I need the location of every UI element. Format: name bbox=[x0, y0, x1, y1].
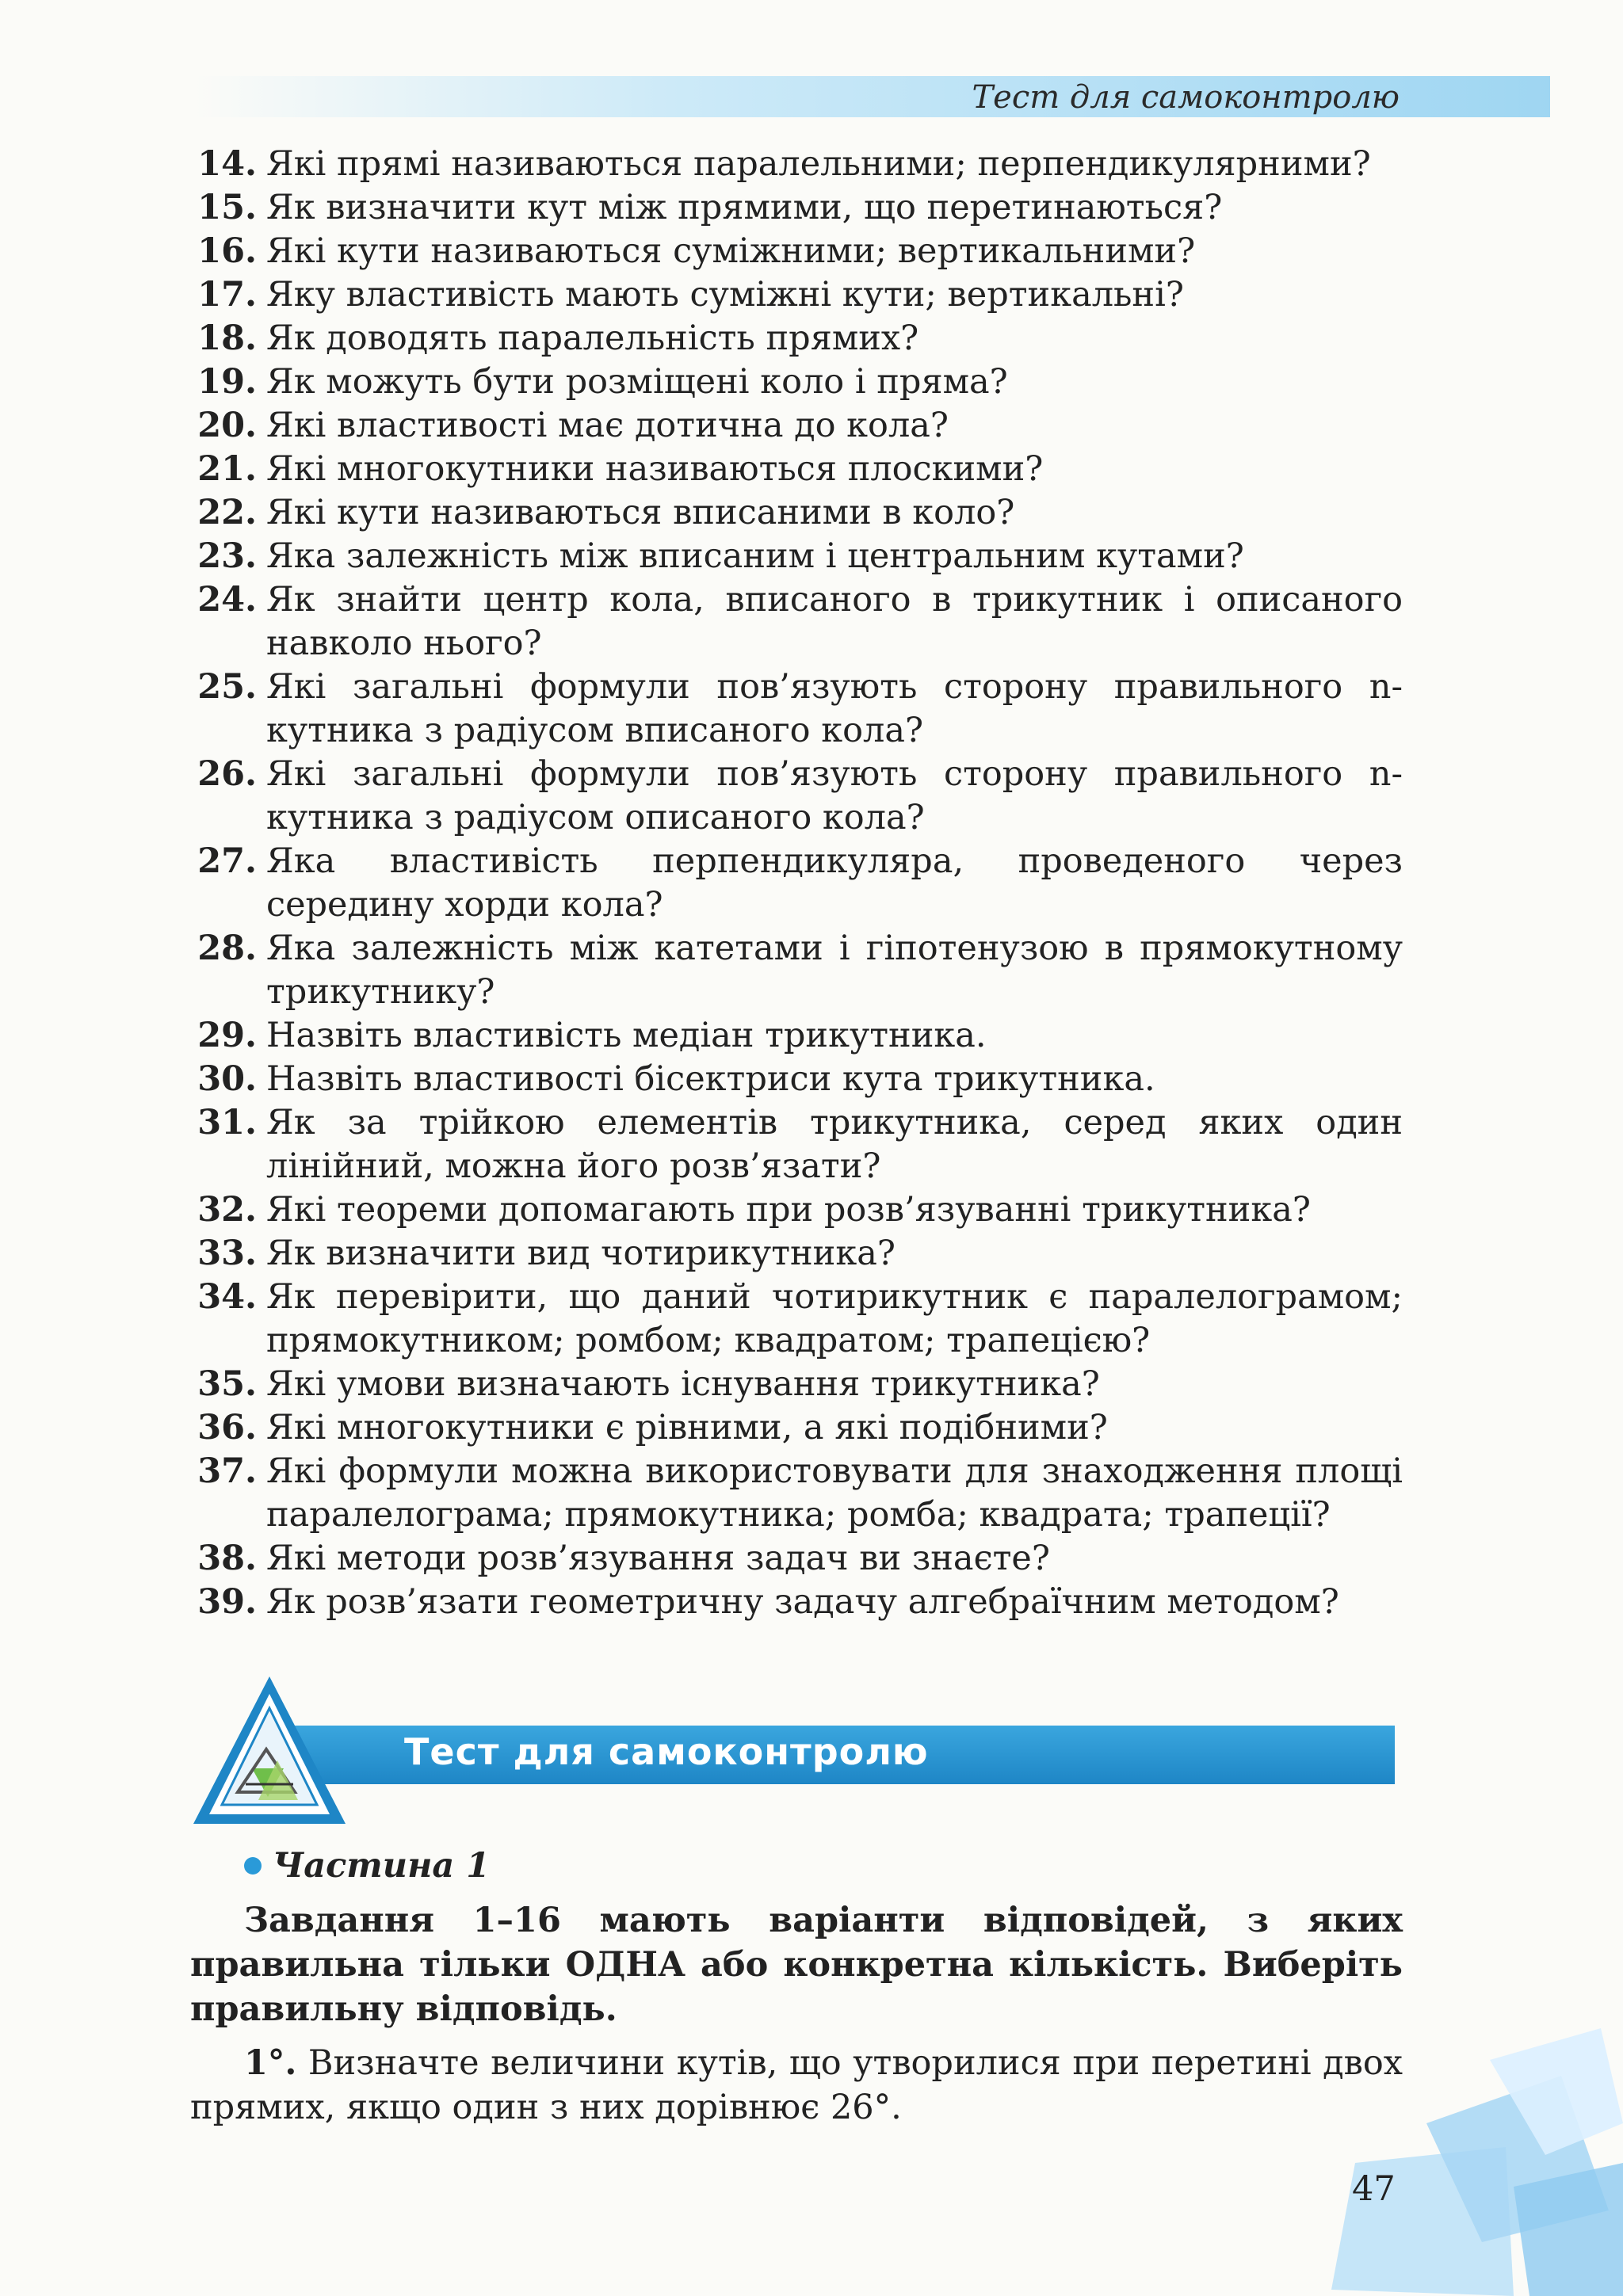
question-item bbox=[190, 1450, 1403, 1537]
question-text: Які властивості має дотична до кола? bbox=[266, 406, 949, 445]
decorative-corner-shapes bbox=[1308, 2028, 1623, 2296]
question-item bbox=[190, 535, 1403, 578]
question-text: Як доводять паралельність прямих? bbox=[266, 318, 919, 358]
question-item bbox=[190, 1014, 1403, 1058]
question-item bbox=[190, 230, 1403, 273]
bullet-icon bbox=[244, 1857, 262, 1875]
question-number: 26. bbox=[197, 754, 257, 794]
page-number: 47 bbox=[1352, 2169, 1396, 2209]
question-text: Назвіть властивість медіан трикутника. bbox=[266, 1016, 987, 1055]
question-number: 35. bbox=[197, 1364, 257, 1404]
triangle-logo-icon bbox=[190, 1673, 349, 1832]
question-number: 21. bbox=[197, 449, 257, 489]
question-number: 36. bbox=[197, 1408, 257, 1447]
question-text: Які формули можна використовувати для знаходження площі паралелограма; прямокутника; ромба; квадрата; трапеції? bbox=[266, 1451, 1403, 1535]
question-item bbox=[190, 186, 1403, 230]
question-text: Які загальні формули пов’язують сторону правильного n-кутника з радіусом вписаного кола? bbox=[266, 667, 1403, 750]
question-number: 38. bbox=[197, 1539, 257, 1578]
question-item bbox=[190, 927, 1403, 1014]
question-text: Які многокутники є рівними, а які подібними? bbox=[266, 1408, 1108, 1447]
question-text: Які методи розв’язування задач ви знаєте? bbox=[266, 1539, 1050, 1578]
question-number: 18. bbox=[197, 318, 257, 358]
question-text: Які кути називаються суміжними; вертикальними? bbox=[266, 231, 1196, 271]
question-number: 19. bbox=[197, 362, 257, 402]
question-number: 16. bbox=[197, 231, 257, 271]
question-item bbox=[190, 1276, 1403, 1363]
question-number: 25. bbox=[197, 667, 257, 707]
question-text: Як визначити вид чотирикутника? bbox=[266, 1234, 896, 1273]
running-head bbox=[195, 76, 1550, 117]
question-number: 28. bbox=[197, 929, 257, 968]
section-banner bbox=[190, 1673, 1395, 1832]
question-item bbox=[190, 143, 1403, 186]
question-text: Як можуть бути розміщені коло і пряма? bbox=[266, 362, 1008, 402]
question-number: 32. bbox=[197, 1190, 257, 1230]
question-text: Які прямі називаються паралельними; перпендикулярними? bbox=[266, 144, 1371, 184]
question-number: 37. bbox=[197, 1451, 257, 1491]
question-text: Які умови визначають існування трикутника? bbox=[266, 1364, 1100, 1404]
question-number: 24. bbox=[197, 580, 257, 620]
question-text: Яка залежність між вписаним і центральним кутами? bbox=[266, 536, 1244, 576]
question-item bbox=[190, 1188, 1403, 1232]
question-text: Назвіть властивості бісектриси кута трикутника. bbox=[266, 1059, 1155, 1099]
part-heading bbox=[244, 1846, 490, 1886]
question-item bbox=[190, 578, 1403, 666]
task-1-text: Визначте величини кутів, що утворилися при перетині двох прямих, якщо один з них дорівнює 26°. bbox=[190, 2043, 1403, 2127]
task-1-number: 1°. bbox=[244, 2043, 297, 2083]
question-item bbox=[190, 666, 1403, 753]
question-text: Яка властивість перпендикуляра, проведеного через середину хорди кола? bbox=[266, 841, 1403, 925]
question-item bbox=[190, 404, 1403, 448]
instructions: Завдання 1–16 мають варіанти відповідей, з яких правильна тільки ОДНА або конкретна кількість. Виберіть правильну відповідь. bbox=[190, 1901, 1403, 2029]
question-text: Як за трійкою елементів трикутника, серед яких один лінійний, можна його розв’язати? bbox=[266, 1103, 1403, 1186]
section-title: Тест для самоконтролю bbox=[404, 1730, 929, 1773]
running-head-title: Тест для самоконтролю bbox=[972, 79, 1400, 116]
question-number: 15. bbox=[197, 188, 257, 227]
question-text: Як визначити кут між прямими, що перетинаються? bbox=[266, 188, 1223, 227]
task-1 bbox=[190, 2041, 1403, 2130]
question-item bbox=[190, 1101, 1403, 1188]
section-banner-bar bbox=[246, 1726, 1395, 1784]
question-item bbox=[190, 1406, 1403, 1450]
question-number: 17. bbox=[197, 275, 257, 315]
question-text: Які теореми допомагають при розв’язуванні трикутника? bbox=[266, 1190, 1311, 1230]
question-number: 31. bbox=[197, 1103, 257, 1142]
question-item bbox=[190, 1581, 1403, 1624]
question-number: 30. bbox=[197, 1059, 257, 1099]
question-text: Які загальні формули пов’язують сторону правильного n-кутника з радіусом описаного кола? bbox=[266, 754, 1403, 837]
question-text: Як розв’язати геометричну задачу алгебраїчним методом? bbox=[266, 1582, 1339, 1622]
question-text: Які многокутники називаються плоскими? bbox=[266, 449, 1044, 489]
question-number: 39. bbox=[197, 1582, 257, 1622]
part-title: Частина 1 bbox=[273, 1846, 491, 1886]
question-number: 29. bbox=[197, 1016, 257, 1055]
question-item bbox=[190, 317, 1403, 360]
question-item bbox=[190, 753, 1403, 840]
question-number: 22. bbox=[197, 493, 257, 532]
question-item bbox=[190, 273, 1403, 317]
question-text: Яка залежність між катетами і гіпотенузою в прямокутному трикутнику? bbox=[266, 929, 1403, 1012]
question-item bbox=[190, 840, 1403, 927]
question-number: 14. bbox=[197, 144, 257, 184]
question-text: Які кути називаються вписаними в коло? bbox=[266, 493, 1015, 532]
question-item bbox=[190, 1058, 1403, 1101]
question-text: Яку властивість мають суміжні кути; вертикальні? bbox=[266, 275, 1184, 315]
question-text: Як знайти центр кола, вписаного в трикутник і описаного навколо нього? bbox=[266, 580, 1403, 663]
question-item bbox=[190, 448, 1403, 491]
question-number: 33. bbox=[197, 1234, 257, 1273]
question-item bbox=[190, 491, 1403, 535]
question-item bbox=[190, 360, 1403, 404]
question-number: 34. bbox=[197, 1277, 257, 1317]
question-list bbox=[190, 143, 1403, 1624]
question-item bbox=[190, 1537, 1403, 1581]
question-text: Як перевірити, що даний чотирикутник є паралелограмом; прямокутником; ромбом; квадратом; трапецією? bbox=[266, 1277, 1403, 1360]
question-number: 27. bbox=[197, 841, 257, 881]
question-item bbox=[190, 1363, 1403, 1406]
question-number: 23. bbox=[197, 536, 257, 576]
question-item bbox=[190, 1232, 1403, 1276]
question-number: 20. bbox=[197, 406, 257, 445]
